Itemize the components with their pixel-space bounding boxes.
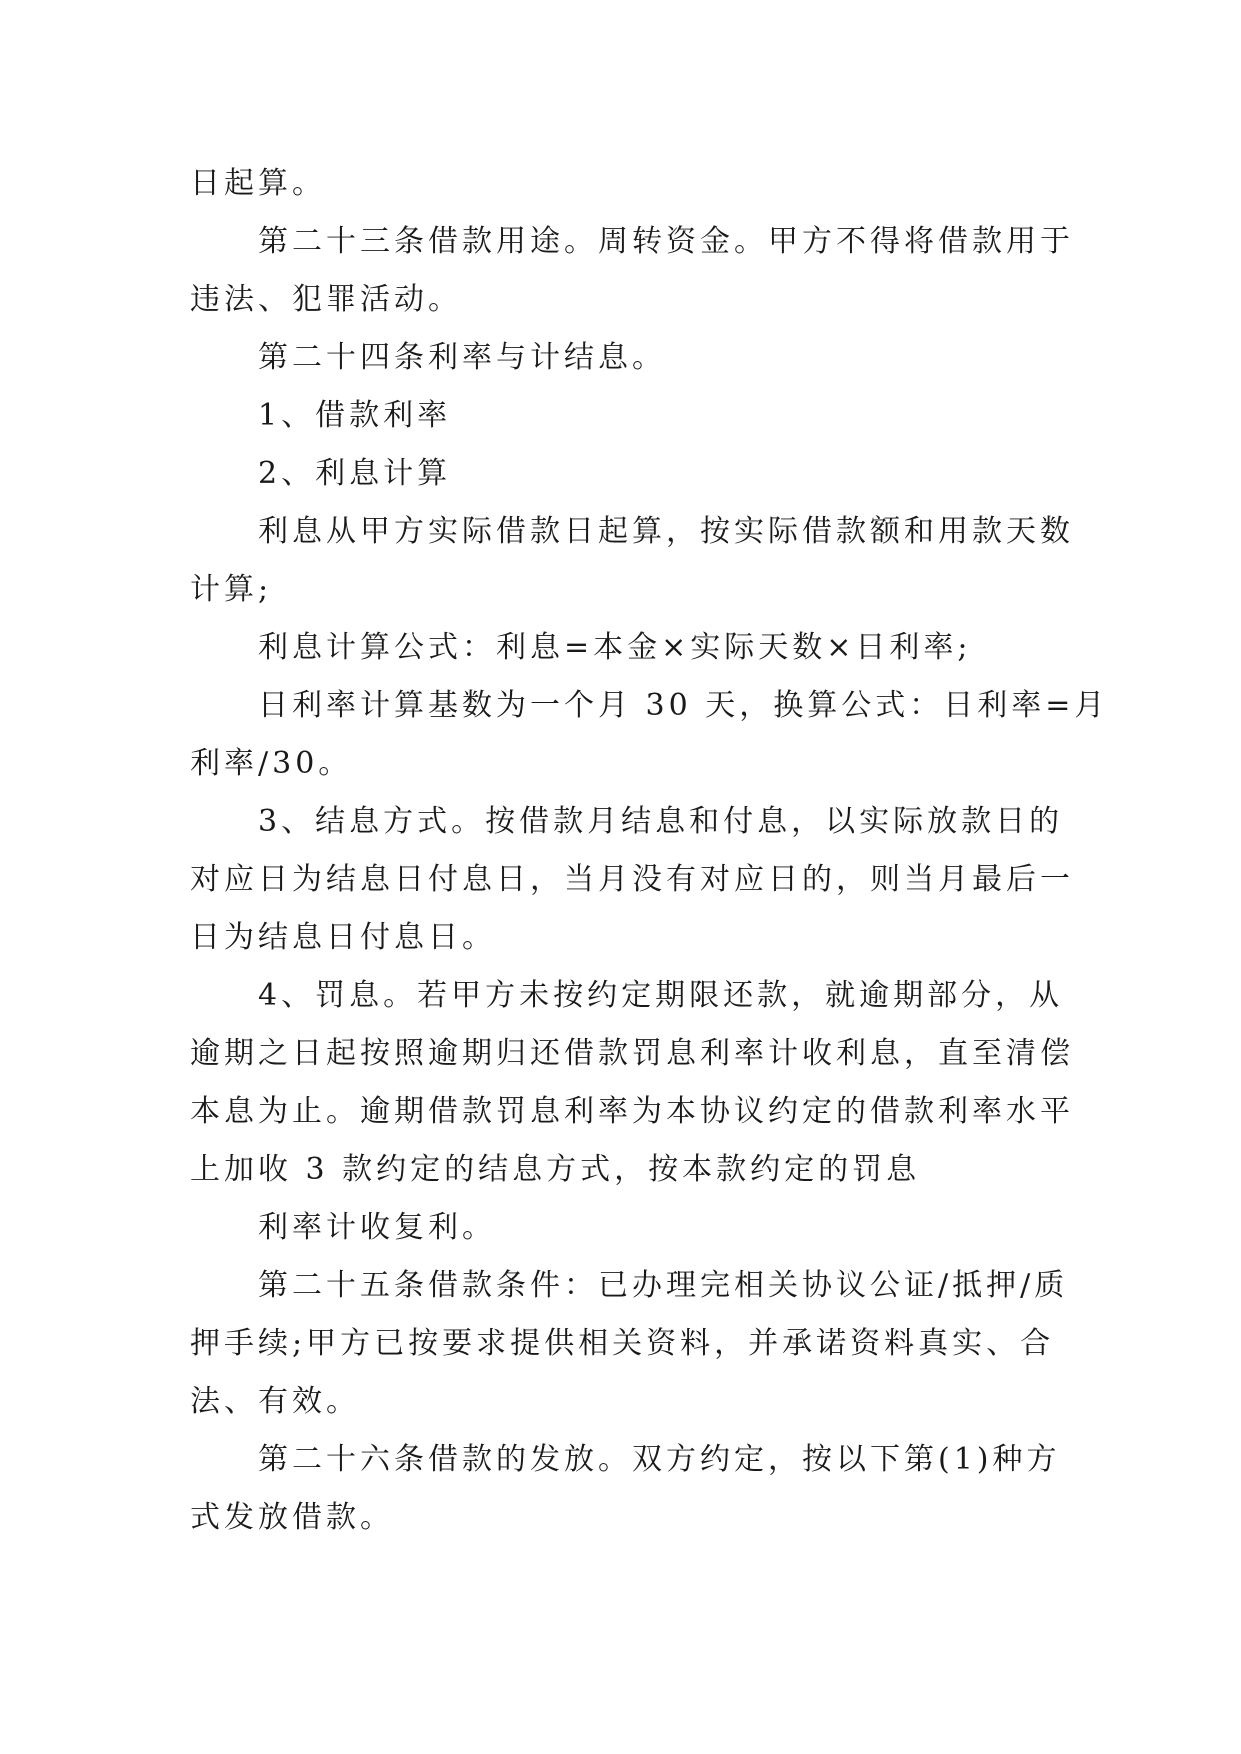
text-line-14: 日为结息日付息日。 (190, 920, 496, 955)
text-line-21: 押手续;甲方已按要求提供相关资料，并承诺资料真实、合 (190, 1326, 1055, 1361)
text-line-24: 式发放借款。 (190, 1500, 394, 1535)
text-line-7: 利息从甲方实际借款日起算，按实际借款额和用款天数 (258, 514, 1074, 549)
text-line-20: 第二十五条借款条件：已办理完相关协议公证/抵押/质 (258, 1268, 1069, 1303)
text-line-15: 4、罚息。若甲方未按约定期限还款，就逾期部分，从 (258, 978, 1064, 1013)
document-body (190, 155, 1109, 1547)
text-line-3: 违法、犯罪活动。 (190, 282, 462, 317)
text-line-10: 日利率计算基数为一个月 30 天，换算公式：日利率=月 (258, 688, 1109, 723)
text-line-5: 1、借款利率 (258, 398, 452, 433)
text-line-6: 2、利息计算 (258, 456, 452, 491)
text-line-23: 第二十六条借款的发放。双方约定，按以下第(1)种方 (258, 1442, 1061, 1477)
text-line-9: 利息计算公式：利息=本金×实际天数×日利率; (258, 630, 972, 665)
text-line-8: 计算; (190, 572, 273, 607)
text-line-1: 日起算。 (190, 166, 326, 201)
text-line-19: 利率计收复利。 (258, 1210, 496, 1245)
text-line-11: 利率/30。 (190, 746, 353, 781)
text-line-2: 第二十三条借款用途。周转资金。甲方不得将借款用于 (258, 224, 1074, 259)
text-line-22: 法、有效。 (190, 1384, 360, 1419)
text-line-12: 3、结息方式。按借款月结息和付息，以实际放款日的 (258, 804, 1064, 839)
text-line-4: 第二十四条利率与计结息。 (258, 340, 666, 375)
text-line-16: 逾期之日起按照逾期归还借款罚息利率计收利息，直至清偿 (190, 1036, 1074, 1071)
text-line-13: 对应日为结息日付息日，当月没有对应日的，则当月最后一 (190, 862, 1074, 897)
text-line-18: 上加收 3 款约定的结息方式，按本款约定的罚息 (190, 1152, 921, 1187)
text-line-17: 本息为止。逾期借款罚息利率为本协议约定的借款利率水平 (190, 1094, 1074, 1129)
